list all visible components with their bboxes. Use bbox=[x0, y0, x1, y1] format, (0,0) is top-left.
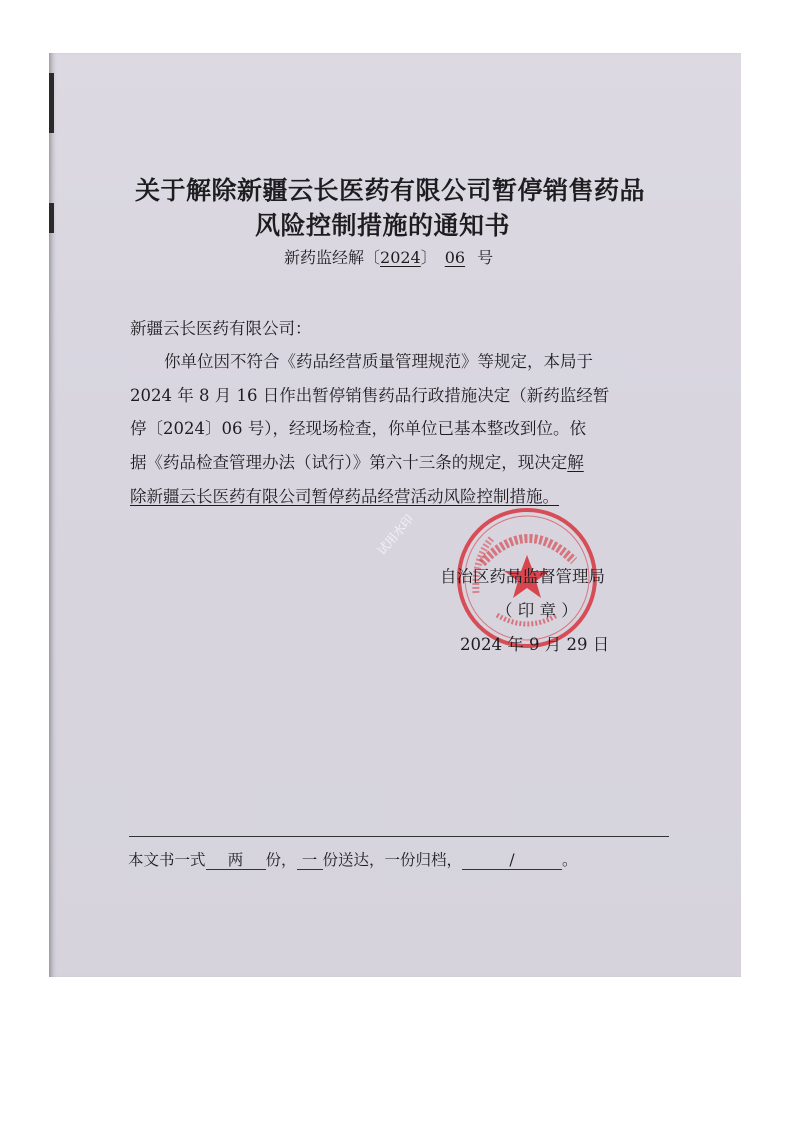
footer-part1: 本文书一式 bbox=[128, 851, 206, 869]
body-line: 停〔2024〕06 号），经现场检查，你单位已基本整改到位。依 bbox=[130, 419, 586, 438]
doc-number-year: 2024 bbox=[380, 248, 421, 267]
body-line-text: 据《药品检查管理办法（试行）》第六十三条的规定，现决定 bbox=[130, 453, 568, 472]
footer-note bbox=[128, 848, 578, 870]
body-line-underlined: 除新疆云长医药有限公司暂停药品经营活动风险控制措施。 bbox=[130, 487, 559, 506]
document-number bbox=[284, 245, 493, 268]
copies-blank: 两 bbox=[206, 851, 266, 870]
addressee: 新疆云长医药有限公司： bbox=[130, 319, 312, 338]
footer-rule bbox=[129, 836, 669, 837]
footer-part3: 份送达，一份归档， bbox=[322, 851, 463, 869]
served-blank: 一 bbox=[297, 851, 323, 870]
scan-edge-mark bbox=[49, 203, 54, 233]
watermark: 试用水印 bbox=[374, 511, 417, 558]
document-title-line2: 风险控制措施的通知书 bbox=[255, 211, 511, 240]
archive-blank: / bbox=[462, 851, 562, 870]
doc-number-num: 06 bbox=[444, 248, 466, 267]
issuer-name: 自治区药品监督管理局 bbox=[440, 567, 605, 586]
issue-date: 2024 年 9 月 29 日 bbox=[460, 635, 610, 654]
footer-part2: 份， bbox=[265, 851, 297, 869]
footer-end: 。 bbox=[562, 851, 578, 869]
seal-label: （ 印 章 ） bbox=[496, 601, 578, 620]
body-line: 你单位因不符合《药品经营质量管理规范》等规定，本局于 bbox=[164, 352, 593, 371]
body-line: 2024 年 8 月 16 日作出暂停销售药品行政措施决定（新药监经暂 bbox=[130, 386, 610, 405]
doc-number-suffix: 号 bbox=[477, 248, 494, 267]
doc-number-mid: 〕 bbox=[420, 248, 437, 267]
scan-edge-mark bbox=[49, 73, 54, 133]
body-line-underlined-tail: 解 bbox=[567, 453, 584, 472]
document-title-line1: 关于解除新疆云长医药有限公司暂停销售药品 bbox=[135, 176, 646, 205]
body-line bbox=[130, 449, 584, 473]
scanned-page bbox=[49, 53, 741, 977]
doc-number-prefix: 新药监经解〔 bbox=[284, 248, 381, 267]
